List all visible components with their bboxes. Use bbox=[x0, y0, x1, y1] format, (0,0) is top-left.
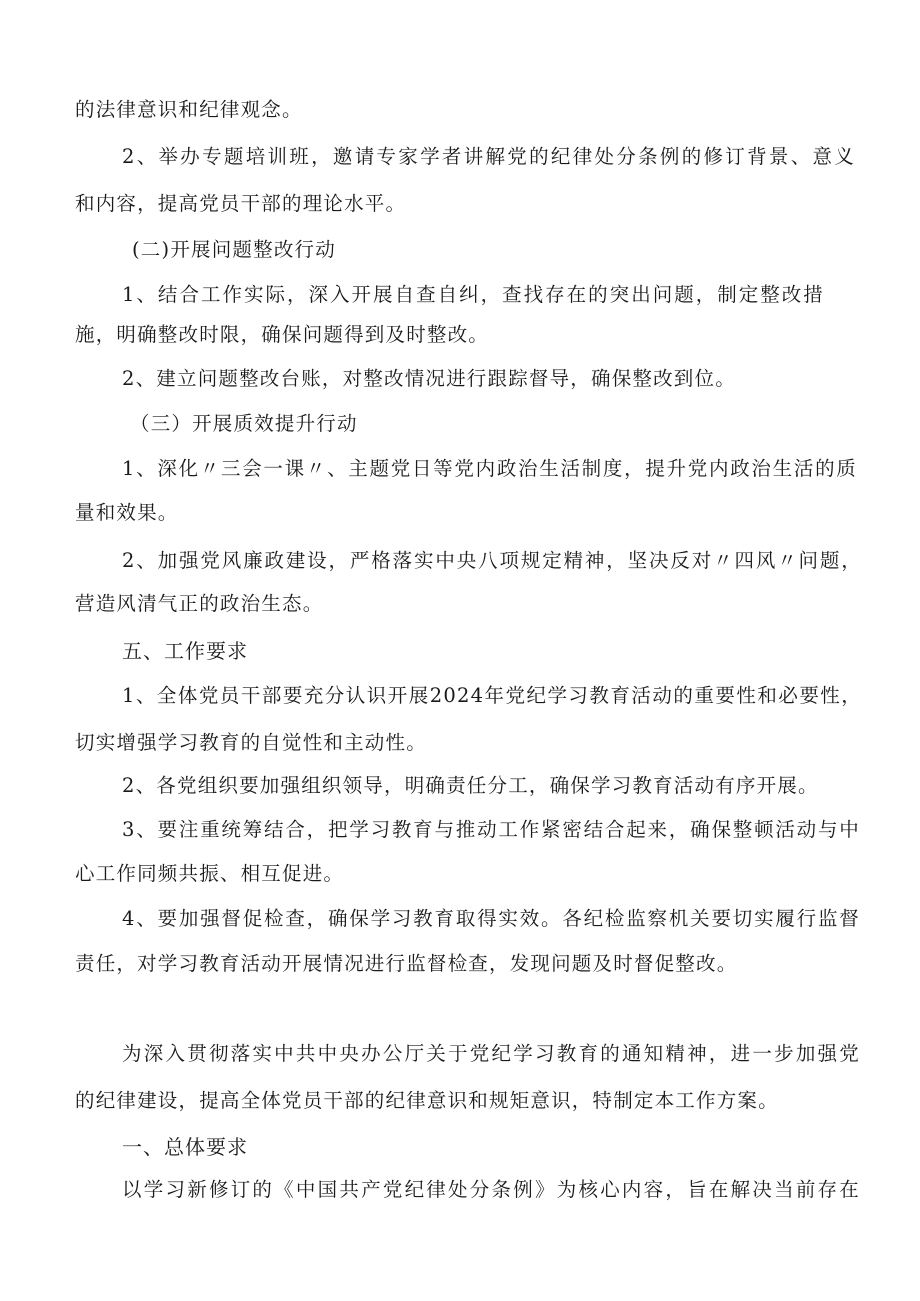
paragraph-line: 的法律意识和纪律观念。 bbox=[75, 98, 303, 121]
paragraph-line: 量和效果。 bbox=[75, 501, 179, 524]
paragraph-line: 1、全体党员干部要充分认识开展2024年党纪学习教育活动的重要性和必要性， bbox=[122, 684, 862, 707]
paragraph-line: 营造风清气正的政治生态。 bbox=[75, 592, 324, 615]
paragraph-line: 切实增强学习教育的自觉性和主动性。 bbox=[75, 731, 427, 754]
paragraph-line: 1、深化〃三会一课〃、主题党日等党内政治生活制度，提升党内政治生活的质 bbox=[122, 457, 857, 480]
article-title bbox=[0, 994, 920, 1022]
paragraph-line: 2、建立问题整改台账，对整改情况进行跟踪督导，确保整改到位。 bbox=[122, 367, 736, 390]
paragraph-line: 2、各党组织要加强组织领导，明确责任分工，确保学习教育活动有序开展。 bbox=[122, 774, 819, 797]
paragraph-line: 为深入贯彻落实中共中央办公厅关于党纪学习教育的通知精神，进一步加强党 bbox=[122, 1042, 860, 1065]
paragraph-line: 责任，对学习教育活动开展情况进行监督检查，发现问题及时督促整改。 bbox=[75, 952, 738, 975]
paragraph-line: 和内容，提高党员干部的理论水平。 bbox=[75, 192, 407, 215]
subsection-heading: （三）开展质效提升行动 bbox=[130, 412, 358, 435]
section-heading: 一、总体要求 bbox=[122, 1135, 248, 1159]
paragraph-line: 心工作同频共振、相互促进。 bbox=[75, 862, 345, 885]
paragraph-line: 2、举办专题培训班，邀请专家学者讲解党的纪律处分条例的修订背景、意义 bbox=[122, 145, 855, 168]
paragraph-line: 3、要注重统筹结合，把学习教育与推动工作紧密结合起来，确保整顿活动与中 bbox=[122, 818, 860, 841]
paragraph-line: 的纪律建设，提高全体党员干部的纪律意识和规矩意识，特制定本工作方案。 bbox=[75, 1089, 779, 1112]
paragraph-line: 2、加强党风廉政建设，严格落实中央八项规定精神，坚决反对〃四风〃问题， bbox=[122, 549, 862, 572]
subsection-heading: (二)开展问题整改行动 bbox=[132, 238, 336, 261]
section-heading: 五、工作要求 bbox=[122, 639, 248, 663]
paragraph-line: 以学习新修订的《中国共产党纪律处分条例》为核心内容，旨在解决当前存在 bbox=[122, 1178, 860, 1201]
paragraph-line: 施，明确整改时限，确保问题得到及时整改。 bbox=[75, 323, 490, 346]
paragraph-line: 4、要加强督促检查，确保学习教育取得实效。各纪检监察机关要切实履行监督 bbox=[122, 907, 860, 930]
paragraph-line: 1、结合工作实际，深入开展自查自纠，查找存在的突出问题，制定整改措 bbox=[122, 283, 824, 306]
